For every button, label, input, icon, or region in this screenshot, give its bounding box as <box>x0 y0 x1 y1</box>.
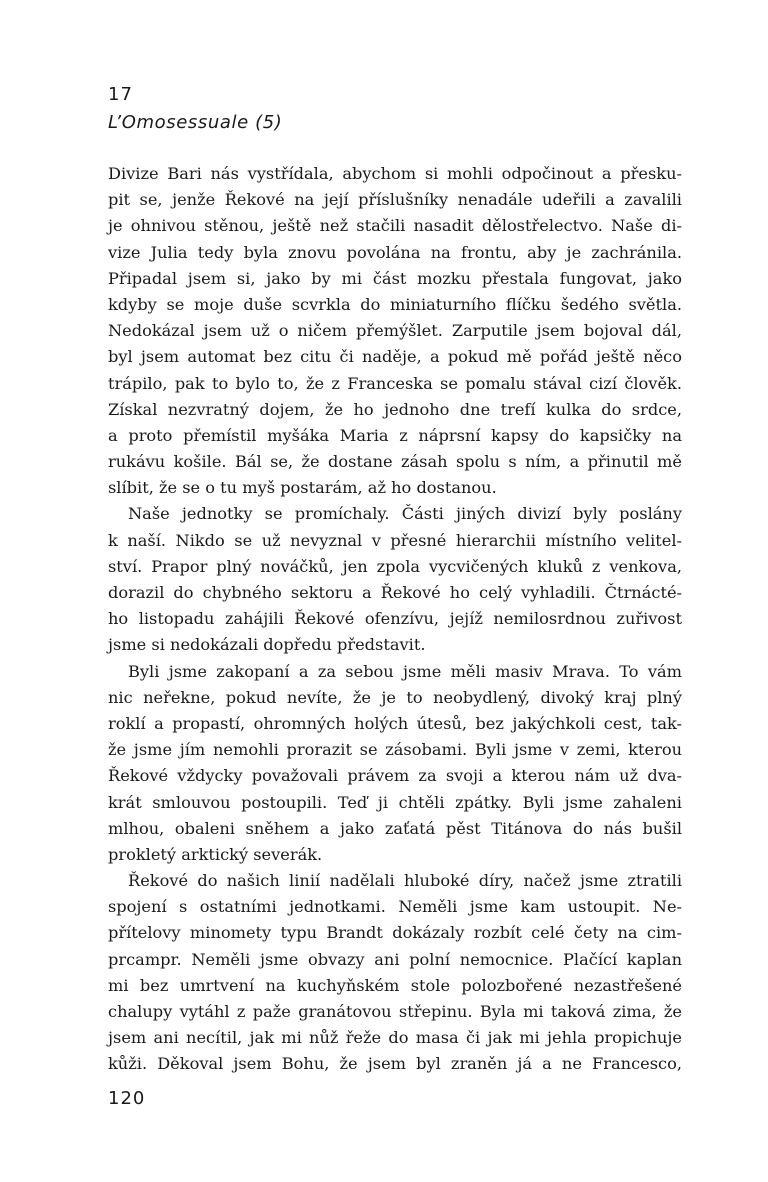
text-line: jsem ani necítil, jak mi nůž řeže do masa či jak mi jehla propichuje <box>108 1028 682 1048</box>
text-line: dorazil do chybného sektoru a Řekové ho celý vyhladili. Čtrnácté- <box>108 583 682 602</box>
chapter-title: L’Omosessuale (5) <box>108 112 283 133</box>
chapter-number: 17 <box>108 84 133 105</box>
text-line: k naší. Nikdo se už nevyznal v přesné hierarchii místního velitel- <box>108 530 682 550</box>
text-line: je ohnivou stěnou, ještě než stačili nasadit dělostřelectvo. Naše di- <box>108 216 682 236</box>
text-line: ho listopadu zahájili Řekové ofenzívu, jejíž nemilosrdnou zuřivost <box>108 609 682 629</box>
text-line: chalupy vytáhl z paže granátovou střepinu. Byla mi taková zima, že <box>108 1002 682 1021</box>
text-line: že jsme jím nemohli prorazit se zásobami. Byli jsme v zemi, kterou <box>108 740 682 760</box>
page-number: 120 <box>108 1088 146 1109</box>
text-line: spojení s ostatními jednotkami. Neměli jsme kam ustoupit. Ne- <box>108 897 682 917</box>
text-line: Řekové do našich linií nadělali hluboké díry, načež jsme ztratili <box>128 871 682 891</box>
text-line: trápilo, pak to bylo to, že z Franceska se pomalu stával cizí člověk. <box>108 373 682 393</box>
text-line: jsme si nedokázali dopředu představit. <box>108 635 426 655</box>
text-line: krát smlouvou postoupili. Teď ji chtěli zpátky. Byli jsme zahaleni <box>108 792 682 812</box>
text-line: kdyby se moje duše scvrkla do miniaturního flíčku šedého světla. <box>108 294 682 314</box>
text-line: mlhou, obaleni sněhem a jako zaťatá pěst Titánova do nás bušil <box>108 818 682 838</box>
text-line: ství. Prapor plný nováčků, jen zpola vycvičených kluků z venkova, <box>108 556 682 576</box>
text-line: Byli jsme zakopaní a za sebou jsme měli masiv Mrava. To vám <box>128 661 682 681</box>
text-line: prokletý arktický severák. <box>108 844 323 864</box>
text-line: mi bez umrtvení na kuchyňském stole polozbořené nezastřešené <box>108 975 682 995</box>
text-line: Divize Bari nás vystřídala, abychom si mohli odpočinout a přesku- <box>108 164 682 183</box>
text-line: pit se, jenže Řekové na její příslušníky nenadále udeřili a zavalili <box>108 190 682 210</box>
text-line: roklí a propastí, ohromných holých útesů, bez jakýchkoli cest, tak- <box>108 713 682 733</box>
body-text <box>108 161 682 1078</box>
text-line: byl jsem automat bez citu či naděje, a pokud mě pořád ještě něco <box>108 347 682 367</box>
text-line: přítelovy minomety typu Brandt dokázaly rozbít celé čety na cim- <box>108 923 682 943</box>
text-line: Naše jednotky se promíchaly. Části jiných divizí byly poslány <box>128 504 682 524</box>
text-line: a proto přemístil myšáka Maria z náprsní kapsy do kapsičky na <box>108 425 682 445</box>
text-line: vize Julia tedy byla znovu povolána na frontu, aby je zachránila. <box>108 242 682 262</box>
text-line: Připadal jsem si, jako by mi část mozku přestala fungovat, jako <box>108 268 682 288</box>
text-line: Řekové vždycky považovali právem za svoji a kterou nám už dva- <box>108 766 682 786</box>
text-line: Získal nezvratný dojem, že ho jednoho dne trefí kulka do srdce, <box>108 399 682 419</box>
text-line: prcampr. Neměli jsme obvazy ani polní nemocnice. Plačící kaplan <box>108 949 682 969</box>
text-line: Nedokázal jsem už o ničem přemýšlet. Zarputile jsem bojoval dál, <box>108 321 682 341</box>
text-line: nic neřekne, pokud nevíte, že je to neobydlený, divoký kraj plný <box>108 687 682 707</box>
text-line: kůži. Děkoval jsem Bohu, že jsem byl zraněn já a ne Francesco, <box>108 1054 682 1074</box>
text-line: slíbit, že se o tu myš postarám, až ho dostanou. <box>108 478 497 498</box>
text-line: rukávu košile. Bál se, že dostane zásah spolu s ním, a přinutil mě <box>108 452 682 472</box>
